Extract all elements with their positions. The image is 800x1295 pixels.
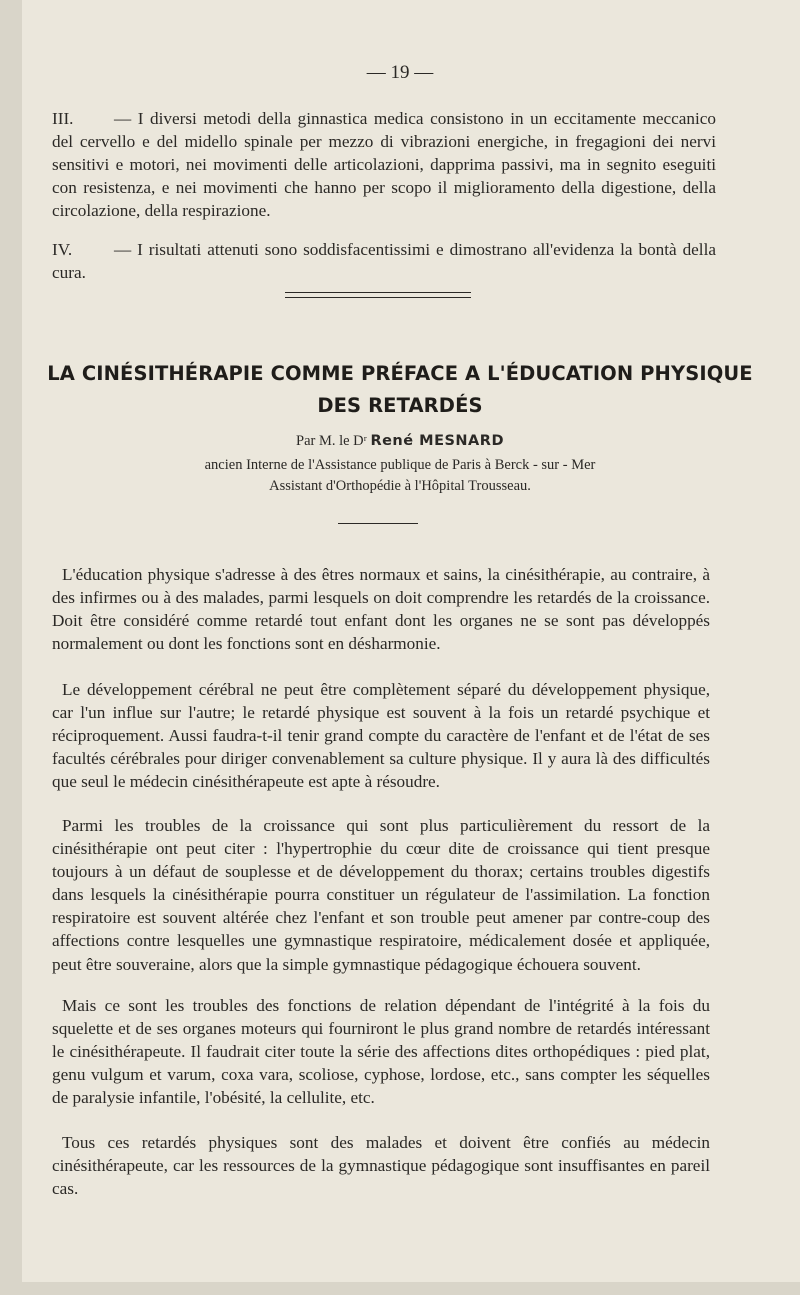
byline-prefix: Par M. le Dʳ (296, 433, 367, 449)
author-affiliation-1: ancien Interne de l'Assistance publique de Paris à Berck - sur - Mer (204, 457, 596, 473)
author-name: René MESNARD (370, 433, 504, 449)
italian-paragraph-3 (52, 107, 716, 222)
page-number: — 19 — (366, 62, 434, 83)
paragraph-text-iv: — I risultati attenuti sono soddisfacentissimi e dimostrano all'evidenza la bontà della cura. (52, 240, 716, 283)
author-affiliation-2: Assistant d'Orthopédie à l'Hôpital Trousseau. (269, 478, 531, 494)
body-paragraph-3: Parmi les troubles de la croissance qui sont plus particulièrement du ressort de la cinésithérapie ont peut citer : l'hypertrophie du cœur dite de croissance qui tient presque toujours à un défaut de souplesse et de développement du thorax; certains troubles digestifs dans lesquels la cinésithérapie pourra constituer un régulateur de l'assimilation. La fonction respiratoire est souvent altérée chez l'enfant et son trouble peut amener par contre-coup des affections contre lesquelles une gymnastique respiratoire, médicalement dosée et appliquée, peut être souveraine, alors que la simple gymnastique pédagogique échouera souvent. (52, 816, 710, 974)
page-left-margin-shadow (0, 0, 22, 1295)
paragraph-label-iii: III. (52, 109, 74, 128)
body-paragraph-1: L'éducation physique s'adresse à des êtres normaux et sains, la cinésithérapie, au contraire, à des infirmes ou à des malades, parmi lesquels on doit comprendre les retardés de la croissance. Doit être considéré comme retardé tout enfant dont les organes ne se sont pas développés normalement ou dont les fonctions sont en désharmonie. (52, 565, 710, 654)
paragraph-label-iv: IV. (52, 240, 73, 259)
section-divider-double (285, 292, 471, 298)
title-divider (338, 523, 418, 524)
paragraph-text-iii: — I diversi metodi della ginnastica medica consistono in un eccitamente meccanico del cervello e del midello spinale per mezzo di vibrazioni energiche, in fregagioni dei nervi sensitivi e motori, nei movimenti delle articolazioni, dapprima passivi, ma in segnito eseguiti con resistenza, e nei movimenti che hanno per scopo il miglioramento della digestione, della circolazione, della respirazione. (52, 109, 716, 221)
article-title-line-2: DES RETARDÉS (317, 394, 483, 417)
page-bottom-margin-shadow (0, 1282, 800, 1295)
article-title-line-1: LA CINÉSITHÉRAPIE COMME PRÉFACE A L'ÉDUCATION PHYSIQUE (47, 362, 753, 385)
author-byline (0, 431, 800, 451)
body-paragraph-4: Mais ce sont les troubles des fonctions de relation dépendant de l'intégrité à la fois du squelette et de ses organes moteurs qui fourniront le plus grand nombre de retardés intéressant le cinésithérapeute. Il faudrait citer toute la série des affections dites orthopédiques : pied plat, genu vulgum et varum, coxa vara, scoliose, cyphose, lordose, etc., sans compter les séquelles de paralysie infantile, l'obésité, la cellulite, etc. (52, 996, 710, 1108)
body-paragraph-2: Le développement cérébral ne peut être complètement séparé du développement physique, car l'un influe sur l'autre; le retardé physique est souvent à la fois un retardé psychique et réciproquement. Aussi faudra-t-il tenir grand compte du caractère de l'enfant et de l'état de ses facultés cérébrales pour diriger convenablement sa culture physique. Il y aura là des difficultés que seul le médecin cinésithérapeute est apte à résoudre. (52, 680, 710, 792)
body-paragraph-5: Tous ces retardés physiques sont des malades et doivent être confiés au médecin cinésithérapeute, car les ressources de la gymnastique pédagogique sont insuffisantes en pareil cas. (52, 1133, 710, 1199)
italian-paragraph-4 (52, 238, 716, 284)
